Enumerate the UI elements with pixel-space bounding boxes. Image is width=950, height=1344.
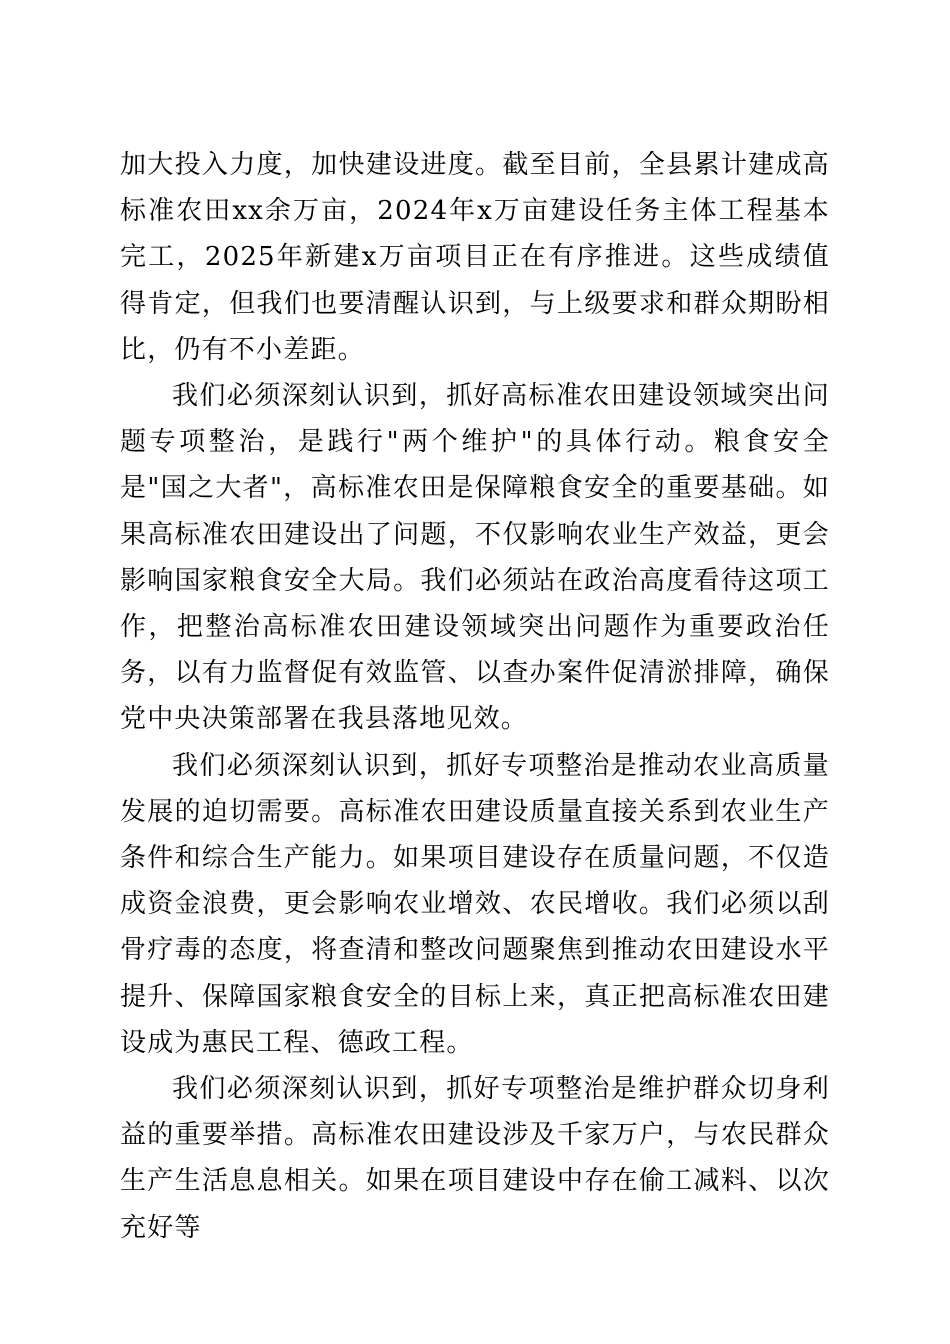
paragraph-political-action: 我们必须深刻认识到，抓好高标准农田建设领域突出问题专项整治，是践行"两个维护"的具体行动。粮食安全是"国之大者"，高标准农田是保障粮食安全的重要基础。如果高标准农田建设出了问题，不仅影响农业生产效益，更会影响国家粮食安全大局。我们必须站在政治高度看待这项工作，把整治高标准农田建设领域突出问题作为重要政治任务，以有力监督促有效监管、以查办案件促清淤排障，确保党中央决策部署在我县落地见效。 [120, 381, 830, 735]
document-body [120, 142, 830, 1251]
paragraph-agriculture-development: 我们必须深刻认识到，抓好专项整治是推动农业高质量发展的迫切需要。高标准农田建设质量直接关系到农业生产条件和综合生产能力。如果项目建设存在质量问题，不仅造成资金浪费，更会影响农业增效、农民增收。我们必须以刮骨疗毒的态度，将查清和整改问题聚焦到推动农田建设水平提升、保障国家粮食安全的目标上来，真正把高标准农田建设成为惠民工程、德政工程。 [120, 750, 830, 1058]
paragraph-public-interest: 我们必须深刻认识到，抓好专项整治是维护群众切身利益的重要举措。高标准农田建设涉及千家万户，与农民群众生产生活息息相关。如果在项目建设中存在偷工减料、以次充好等 [120, 1074, 830, 1243]
paragraph-progress: 加大投入力度，加快建设进度。截至目前，全县累计建成高标准农田xx余万亩，2024年x万亩建设任务主体工程基本完工，2025年新建x万亩项目正在有序推进。这些成绩值得肯定，但我们也要清醒认识到，与上级要求和群众期盼相比，仍有不小差距。 [120, 150, 830, 365]
